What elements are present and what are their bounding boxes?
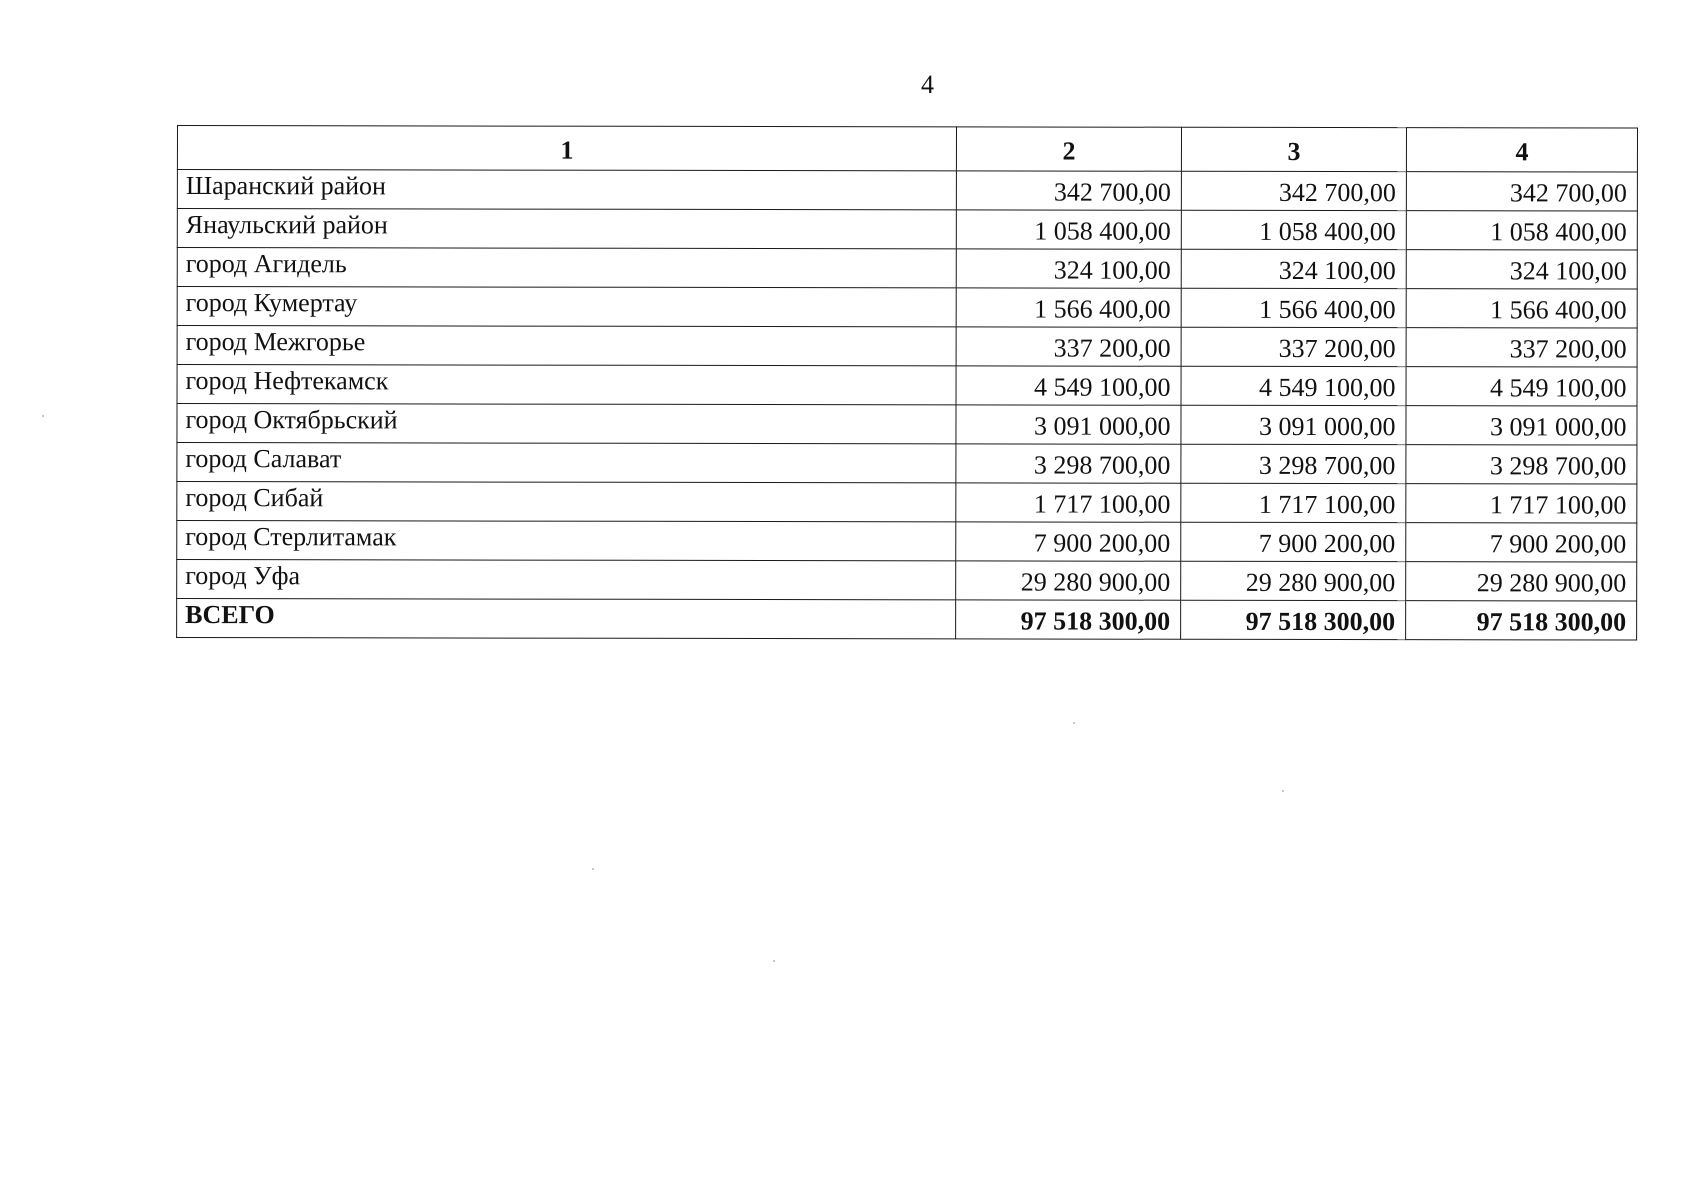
municipality-name: город Октябрьский <box>177 404 956 444</box>
amount-col-4: 3 298 700,00 <box>1406 445 1637 484</box>
column-header-3: 3 <box>1181 127 1406 171</box>
municipality-name: город Уфа <box>177 560 956 600</box>
municipality-name: город Сибай <box>177 482 956 522</box>
municipality-name: город Стерлитамак <box>177 521 956 561</box>
amount-col-2: 1 717 100,00 <box>956 483 1181 522</box>
amount-col-2: 1 566 400,00 <box>956 288 1181 327</box>
amount-col-2: 1 058 400,00 <box>956 210 1181 249</box>
total-col-2: 97 518 300,00 <box>956 600 1181 639</box>
table-row <box>177 209 1637 251</box>
total-label: ВСЕГО <box>177 599 956 639</box>
amount-col-2: 342 700,00 <box>956 171 1181 210</box>
scan-speck <box>42 415 44 417</box>
municipality-name: Шаранский район <box>177 170 956 210</box>
municipality-name: Янаульский район <box>177 209 956 249</box>
amount-col-4: 29 280 900,00 <box>1406 562 1637 601</box>
amount-col-3: 4 549 100,00 <box>1181 366 1406 405</box>
table-row <box>177 404 1637 446</box>
amount-col-2: 4 549 100,00 <box>956 366 1181 405</box>
table-row <box>177 482 1637 524</box>
scan-speck <box>592 868 594 870</box>
amount-col-4: 7 900 200,00 <box>1406 523 1637 562</box>
table-row <box>177 365 1637 407</box>
scan-speck <box>1073 722 1075 724</box>
amount-col-2: 3 091 000,00 <box>956 405 1181 444</box>
column-header-4: 4 <box>1406 128 1637 172</box>
total-col-3: 97 518 300,00 <box>1181 600 1406 639</box>
total-col-4: 97 518 300,00 <box>1406 601 1637 640</box>
municipality-name: город Кумертау <box>177 287 956 327</box>
column-header-2: 2 <box>956 127 1181 171</box>
column-header-1: 1 <box>177 126 956 171</box>
table-row <box>177 521 1637 563</box>
amount-col-3: 1 717 100,00 <box>1181 483 1406 522</box>
amount-col-3: 337 200,00 <box>1181 327 1406 366</box>
table-header-row <box>177 126 1637 173</box>
table-row <box>177 443 1637 485</box>
amount-col-4: 1 058 400,00 <box>1406 211 1637 250</box>
amount-col-4: 1 566 400,00 <box>1406 289 1637 328</box>
municipality-name: город Агидель <box>177 248 956 288</box>
municipality-name: город Салават <box>177 443 956 483</box>
table-row <box>177 170 1637 212</box>
municipality-name: город Межгорье <box>177 326 956 366</box>
table-row <box>177 560 1637 602</box>
scan-speck <box>1282 790 1284 792</box>
allocation-table <box>176 125 1638 641</box>
page-number: 4 <box>921 70 934 99</box>
amount-col-3: 3 091 000,00 <box>1181 405 1406 444</box>
table-row <box>177 248 1637 290</box>
amount-col-4: 1 717 100,00 <box>1406 484 1637 523</box>
amount-col-3: 3 298 700,00 <box>1181 444 1406 483</box>
amount-col-3: 1 566 400,00 <box>1181 288 1406 327</box>
amount-col-2: 324 100,00 <box>956 249 1181 288</box>
amount-col-4: 4 549 100,00 <box>1406 367 1637 406</box>
amount-col-4: 337 200,00 <box>1406 328 1637 367</box>
amount-col-4: 3 091 000,00 <box>1406 406 1637 445</box>
table-row <box>177 287 1637 329</box>
scan-speck <box>773 960 775 962</box>
municipality-name: город Нефтекамск <box>177 365 956 405</box>
table-row <box>177 326 1637 368</box>
amount-col-2: 29 280 900,00 <box>956 561 1181 600</box>
amount-col-4: 324 100,00 <box>1406 250 1637 289</box>
amount-col-3: 29 280 900,00 <box>1181 561 1406 600</box>
amount-col-2: 337 200,00 <box>956 327 1181 366</box>
amount-col-4: 342 700,00 <box>1406 172 1637 211</box>
amount-col-3: 1 058 400,00 <box>1181 210 1406 249</box>
amount-col-2: 7 900 200,00 <box>956 522 1181 561</box>
total-row <box>177 599 1637 641</box>
amount-col-3: 324 100,00 <box>1181 249 1406 288</box>
amount-col-3: 7 900 200,00 <box>1181 522 1406 561</box>
amount-col-3: 342 700,00 <box>1181 171 1406 210</box>
amount-col-2: 3 298 700,00 <box>956 444 1181 483</box>
